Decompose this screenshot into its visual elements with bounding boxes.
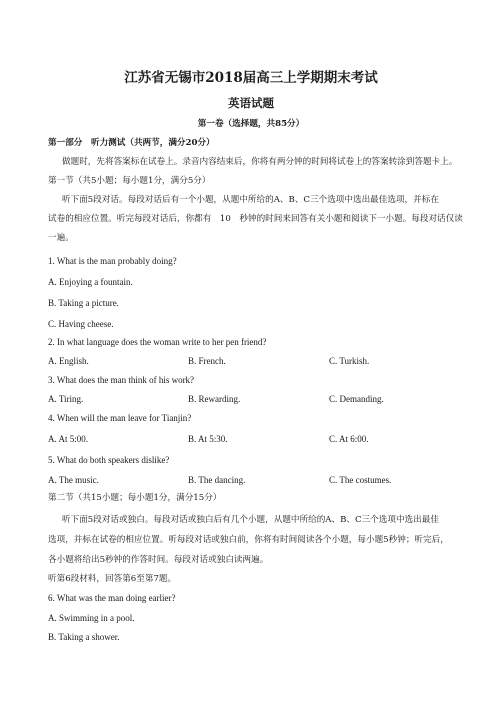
section2-instructions-2: 选项，并标在试卷的相应位置。听每段对话或独白前，你将有时间阅读各个小题，每小题5秒钟；听完后，: [48, 535, 449, 545]
question-4-option-a: A. At 5:00.: [48, 434, 89, 444]
question-4: 4. When will the man leave for Tianjin?: [48, 413, 192, 423]
section2-instructions-3: 各小题将给出5秒钟的作答时间。每段对话或独白读两遍。: [48, 555, 269, 565]
question-2-option-b: B. French.: [188, 356, 226, 366]
exam-subject: 英语试题: [228, 96, 274, 110]
question-6-option-a: A. Swimming in a pool.: [48, 613, 135, 623]
section1-instructions-3: 一遍。: [48, 233, 74, 243]
question-1-option-b: B. Taking a picture.: [48, 298, 119, 308]
question-5-option-b: B. The dancing.: [188, 475, 246, 485]
question-6-option-b: B. Taking a shower.: [48, 632, 120, 642]
question-6: 6. What was the man doing earlier?: [48, 593, 176, 603]
section2-instructions-1: 听下面5段对话或独白。每段对话或独白后有几个小题，从题中所给的A、B、C三个选项中选出最佳: [62, 515, 439, 525]
part1-heading: 第一部分 听力测试（共两节，满分20分）: [48, 138, 215, 148]
section1-instructions-2: 试卷的相应位置。听完每段对话后，你都有 10 秒钟的时间来回答有关小题和阅读下一小题。每段对话仅读: [48, 214, 463, 224]
question-3-option-c: C. Demanding.: [329, 394, 384, 404]
question-2-option-c: C. Turkish.: [329, 356, 370, 366]
question-4-option-b: B. At 5:30.: [188, 434, 228, 444]
question-5-option-a: A. The music.: [48, 475, 99, 485]
section1-heading: 第一节（共5小题；每小题1分，满分5分）: [48, 176, 211, 186]
section1-instructions-1: 听下面5段对话。每段对话后有一个小题，从题中所给的A、B、C三个选项中选出最佳选项，并标在: [62, 195, 439, 205]
question-3-option-a: A. Tiring.: [48, 394, 84, 404]
question-2-option-a: A. English.: [48, 356, 89, 366]
material-6-note: 听第6段材料，回答第6至第7题。: [48, 574, 177, 584]
question-1: 1. What is the man probably doing?: [48, 256, 177, 266]
question-3-option-b: B. Rewarding.: [188, 394, 241, 404]
section2-heading: 第二节（共15小题；每小题1分，满分15分）: [48, 493, 222, 503]
question-5-option-c: C. The costumes.: [329, 475, 392, 485]
part1-intro: 做题时，先将答案标在试卷上。录音内容结束后，你将有两分钟的时间将试卷上的答案转涂到答题卡上。: [62, 157, 458, 167]
exam-title: 江苏省无锡市2018届高三上学期期末考试: [124, 70, 378, 86]
question-4-option-c: C. At 6:00.: [329, 434, 369, 444]
question-3: 3. What does the man think of his work?: [48, 375, 195, 385]
question-1-option-a: A. Enjoying a fountain.: [48, 277, 133, 287]
question-2: 2. In what language does the woman write to her pen friend?: [48, 337, 267, 347]
question-5: 5. What do both speakers dislike?: [48, 455, 170, 465]
question-1-option-c: C. Having cheese.: [48, 319, 114, 329]
volume-heading: 第一卷（选择题，共85分）: [197, 119, 305, 129]
